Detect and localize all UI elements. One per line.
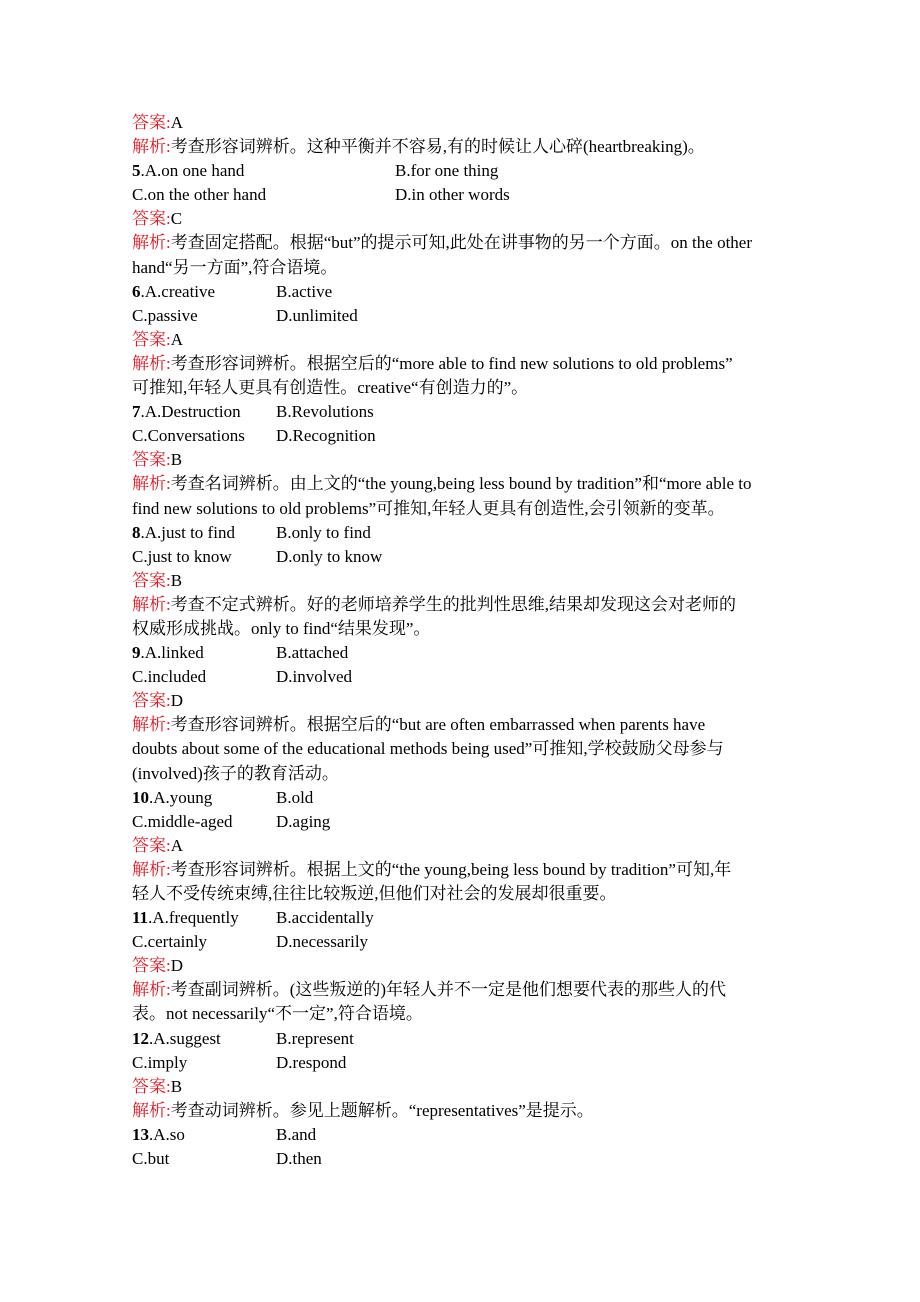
- option-d: D.involved: [276, 667, 353, 687]
- option-c: C.just to know: [132, 546, 232, 566]
- analysis-text: 考查副词辨析。(这些叛逆的)年轻人并不一定是他们想要代表的那些人的代: [170, 980, 727, 1000]
- option-a: .A.on one hand: [140, 161, 245, 181]
- analysis-line-q11: [132, 978, 796, 1002]
- option-b: B.only to find: [276, 522, 371, 542]
- analysis-text: 考查不定式辨析。好的老师培养学生的批判性思维,结果却发现这会对老师的: [170, 594, 736, 614]
- analysis-line-q9-cont-2: (involved)孩子的教育活动。: [132, 763, 339, 783]
- option-b: B.active: [276, 281, 333, 301]
- analysis-label: 解析:: [132, 353, 171, 373]
- analysis-text: 考查形容词辨析。根据上文的“the young,being less bound by tradition”可知,年: [170, 859, 732, 879]
- option-c: C.but: [132, 1149, 170, 1169]
- answer-value: A: [170, 113, 184, 132]
- option-d: D.in other words: [395, 185, 510, 205]
- answer-value: A: [170, 329, 184, 349]
- option-c: C.Conversations: [132, 426, 245, 446]
- answer-value: B: [170, 1076, 183, 1096]
- answer-label: 答案:: [132, 450, 171, 470]
- answer-line-q4: [132, 111, 796, 135]
- answer-value: D: [170, 956, 184, 976]
- option-c: C.imply: [132, 1052, 188, 1072]
- question-9-options-row-2: [132, 665, 796, 689]
- option-a: .A.just to find: [140, 522, 235, 542]
- option-c: C.included: [132, 667, 207, 687]
- analysis-text: 考查形容词辨析。根据空后的“more able to find new solutions to old problems”: [170, 353, 733, 373]
- question-8-options-row-1: [132, 521, 796, 545]
- option-d: D.necessarily: [276, 932, 369, 952]
- answer-value: A: [170, 835, 184, 855]
- analysis-line-q8: [132, 593, 796, 617]
- answer-line-q5: [132, 207, 796, 231]
- document-page: [132, 111, 796, 1171]
- option-b: B.Revolutions: [276, 402, 374, 422]
- answer-label: 答案:: [132, 570, 171, 590]
- question-12-options-row-1: [132, 1027, 796, 1051]
- question-number: 9: [132, 643, 141, 663]
- answer-line-q8: [132, 569, 796, 593]
- analysis-label: 解析:: [132, 137, 171, 157]
- answer-line-q6: [132, 328, 796, 352]
- answer-label: 答案:: [132, 691, 171, 711]
- option-c: C.on the other hand: [132, 185, 267, 205]
- question-number: 6: [132, 281, 141, 301]
- answer-label: 答案:: [132, 1076, 171, 1096]
- option-d: D.then: [276, 1149, 322, 1169]
- analysis-text: 考查固定搭配。根据“but”的提示可知,此处在讲事物的另一个方面。on the other: [170, 233, 752, 253]
- analysis-line-q9-cont: doubts about some of the educational methods being used”可推知,学校鼓励父母参与: [132, 739, 724, 759]
- option-b: B.represent: [276, 1028, 354, 1048]
- analysis-label: 解析:: [132, 594, 171, 614]
- question-5-options-row-2: [132, 183, 796, 207]
- option-a: .A.creative: [140, 281, 216, 301]
- option-c: C.middle-aged: [132, 811, 233, 831]
- answer-value: B: [170, 570, 183, 590]
- analysis-line-q11-cont: 表。not necessarily“不一定”,符合语境。: [132, 1004, 423, 1024]
- analysis-line-q9: [132, 713, 796, 737]
- option-d: D.respond: [276, 1052, 347, 1072]
- question-number: 8: [132, 522, 141, 542]
- analysis-text: 考查形容词辨析。这种平衡并不容易,有的时候让人心碎(heartbreaking)。: [170, 137, 705, 157]
- analysis-line-q10-cont: 轻人不受传统束缚,往往比较叛逆,但他们对社会的发展却很重要。: [132, 884, 617, 903]
- analysis-label: 解析:: [132, 1100, 171, 1120]
- analysis-label: 解析:: [132, 859, 171, 879]
- option-b: B.for one thing: [395, 161, 499, 181]
- question-number: 10: [132, 787, 149, 807]
- option-a: .A.linked: [140, 643, 204, 663]
- answer-label: 答案:: [132, 956, 171, 976]
- option-d: D.aging: [276, 811, 331, 831]
- option-c: C.certainly: [132, 932, 208, 952]
- answer-label: 答案:: [132, 329, 171, 349]
- analysis-line-q12: [132, 1099, 796, 1123]
- analysis-line-q8-cont: 权威形成挑战。only to find“结果发现”。: [132, 618, 431, 638]
- option-d: D.unlimited: [276, 305, 358, 325]
- analysis-label: 解析:: [132, 233, 171, 253]
- analysis-line-q7: [132, 472, 796, 496]
- analysis-text: 考查形容词辨析。根据空后的“but are often embarrassed when parents have: [170, 715, 706, 735]
- option-a: .A.frequently: [148, 908, 239, 928]
- question-6-options-row-1: [132, 280, 796, 304]
- option-b: B.accidentally: [276, 908, 374, 928]
- answer-line-q9: [132, 689, 796, 713]
- question-number: 12: [132, 1028, 149, 1048]
- question-8-options-row-2: [132, 545, 796, 569]
- answer-label: 答案:: [132, 835, 171, 855]
- question-13-options-row-2: [132, 1147, 796, 1171]
- answer-line-q12: [132, 1075, 796, 1099]
- question-6-options-row-2: [132, 304, 796, 328]
- option-a: .A.young: [149, 787, 213, 807]
- answer-line-q11: [132, 954, 796, 978]
- analysis-label: 解析:: [132, 474, 171, 494]
- answer-line-q10: [132, 834, 796, 858]
- question-12-options-row-2: [132, 1051, 796, 1075]
- question-9-options-row-1: [132, 641, 796, 665]
- option-b: B.attached: [276, 643, 349, 663]
- analysis-line-q5: [132, 231, 796, 255]
- option-a: .A.suggest: [149, 1028, 221, 1048]
- answer-value: B: [170, 450, 183, 470]
- answer-line-q7: [132, 448, 796, 472]
- question-10-options-row-1: [132, 786, 796, 810]
- question-7-options-row-1: [132, 400, 796, 424]
- question-number: 7: [132, 402, 141, 422]
- analysis-label: 解析:: [132, 715, 171, 735]
- analysis-label: 解析:: [132, 980, 171, 1000]
- analysis-text: 考查名词辨析。由上文的“the young,being less bound by tradition”和“more able to: [170, 474, 752, 494]
- option-a: .A.so: [149, 1124, 185, 1144]
- analysis-text: 考查动词辨析。参见上题解析。“representatives”是提示。: [170, 1100, 594, 1120]
- option-d: D.only to know: [276, 546, 383, 566]
- option-c: C.passive: [132, 305, 198, 325]
- question-7-options-row-2: [132, 424, 796, 448]
- option-b: B.and: [276, 1124, 317, 1144]
- question-11-options-row-2: [132, 930, 796, 954]
- question-number: 11: [132, 908, 149, 928]
- answer-label: 答案:: [132, 209, 171, 229]
- analysis-line-q7-cont: find new solutions to old problems”可推知,年轻人更具有创造性,会引领新的变革。: [132, 498, 725, 518]
- option-b: B.old: [276, 787, 314, 807]
- analysis-line-q4: [132, 135, 796, 159]
- question-number: 13: [132, 1124, 149, 1144]
- question-13-options-row-1: [132, 1123, 796, 1147]
- question-11-options-row-1: [132, 906, 796, 930]
- answer-value: D: [170, 691, 184, 711]
- answer-label: 答案:: [132, 113, 171, 132]
- analysis-line-q6: [132, 352, 796, 376]
- analysis-line-q6-cont: 可推知,年轻人更具有创造性。creative“有创造力的”。: [132, 378, 529, 398]
- answer-value: C: [170, 209, 183, 229]
- option-a: .A.Destruction: [140, 402, 241, 422]
- analysis-line-q5-cont: hand“另一方面”,符合语境。: [132, 257, 338, 277]
- option-d: D.Recognition: [276, 426, 376, 446]
- analysis-line-q10: [132, 858, 796, 882]
- question-number: 5: [132, 161, 141, 181]
- question-5-options-row-1: [132, 159, 796, 183]
- question-10-options-row-2: [132, 810, 796, 834]
